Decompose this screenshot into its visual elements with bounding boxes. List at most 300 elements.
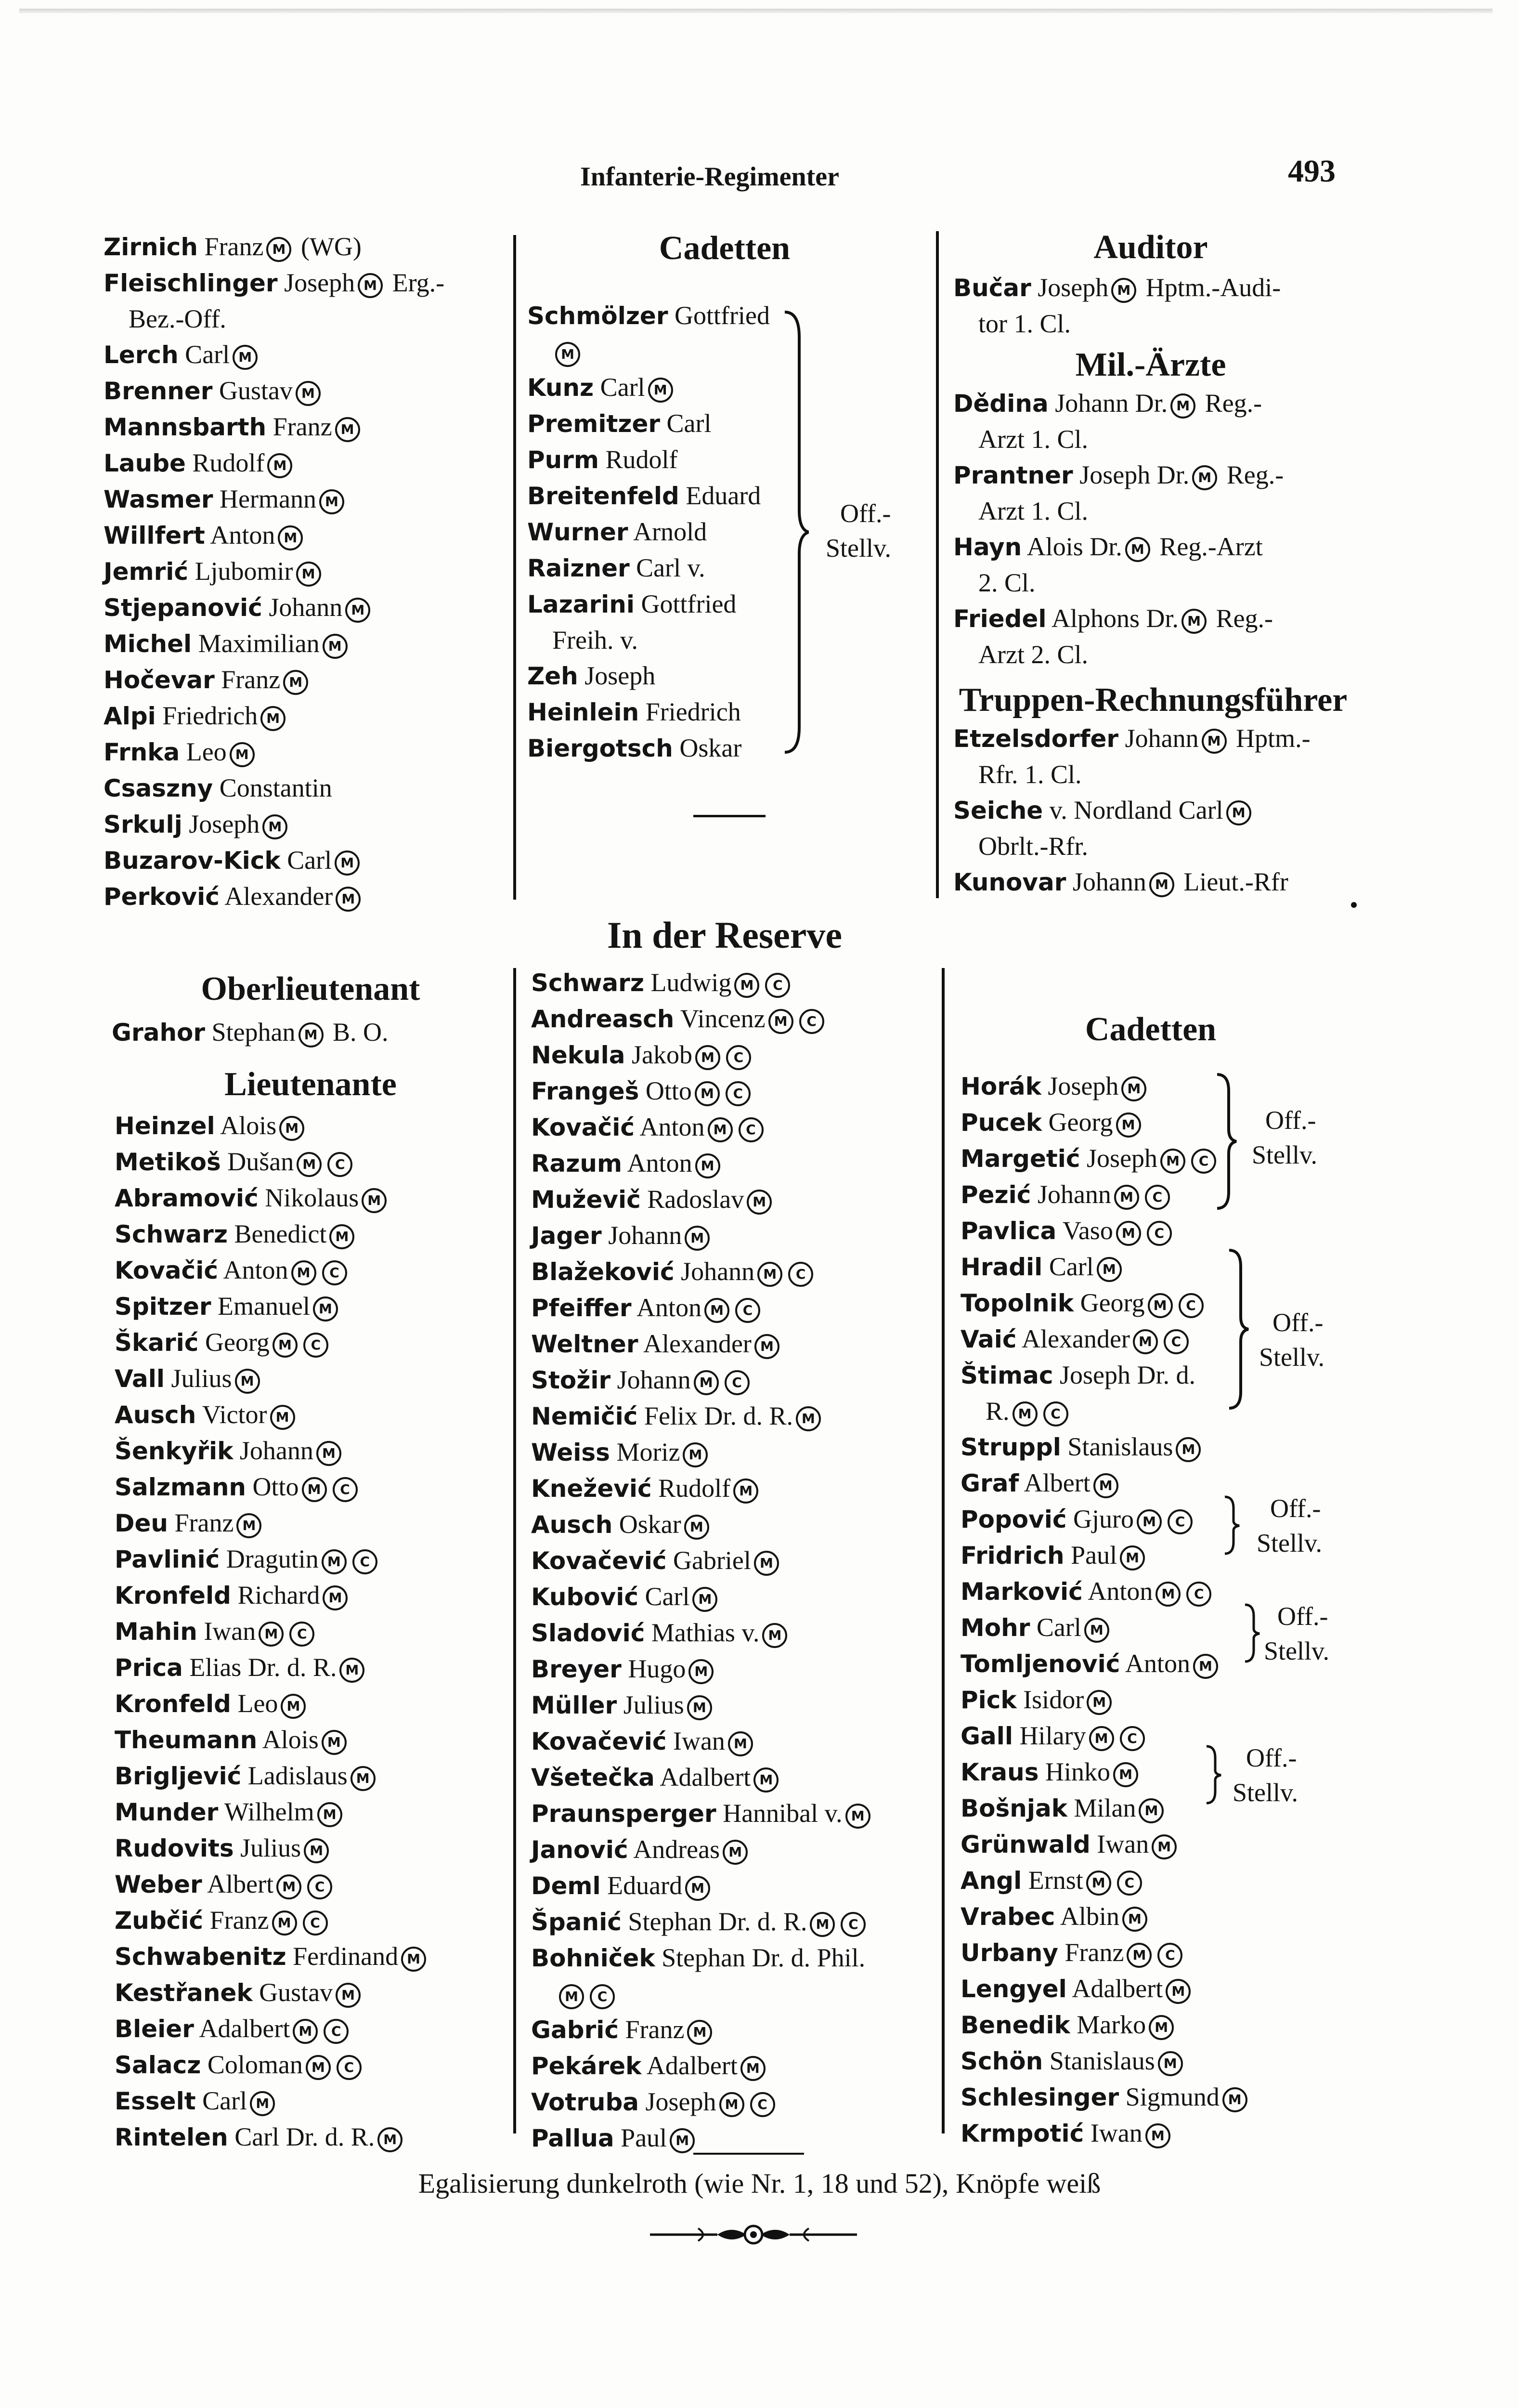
given-name: Marko [1077,2010,1146,2039]
surname: Premitzer [527,410,661,438]
c-mark-icon: C [307,1874,332,1899]
given-name: Anton [636,1293,702,1322]
surname: Knežević [531,1475,652,1503]
given-name: Richard [237,1581,320,1610]
surname: Gabrić [531,2016,619,2044]
c-mark-icon: C [289,1622,314,1647]
entry-continuation: Arzt 1. Cl. [978,497,1088,525]
surname: Pekárek [531,2052,642,2080]
given-name: Carl [185,340,230,369]
surname: Škarić [115,1329,199,1357]
given-name: Joseph [1038,273,1109,302]
list-item [531,1254,955,1290]
given-name: Nikolaus [265,1183,359,1212]
c-mark-icon: C [322,1260,347,1285]
footer-note: Egalisierung dunkelroth (wie Nr. 1, 18 und 52), Knöpfe weiß [418,2168,1101,2199]
given-name: Carl v. [636,553,705,582]
surname: Frangeš [531,1077,639,1105]
surname: Wasmer [104,485,213,513]
entry-note: Hptm.-Audi- [1145,273,1281,302]
cadetten-2-offstellv [826,496,891,565]
list-item [531,1290,955,1326]
entry-note: Dr. d. Phil. [752,1943,866,1972]
list-item [961,2115,1269,2151]
list-item [961,1357,1269,1393]
given-name: Johann [1037,1180,1111,1209]
given-name: Hannibal v. [723,1799,843,1828]
entry-continuation: Obrlt.-Rfr. [978,832,1088,861]
off-label: Off.- [1272,1308,1324,1337]
list-item [115,1469,514,1505]
c-mark-icon: C [788,1262,813,1287]
given-name: Johann [1125,724,1199,753]
list-item [961,1862,1269,1898]
list-item [115,2011,514,2047]
m-medal-icon: M [687,2020,712,2045]
given-name: Constantin [219,773,332,802]
given-name: Joseph [1060,1361,1131,1389]
surname: Spitzer [115,1293,211,1321]
surname: Rintelen [115,2123,228,2151]
m-medal-icon: M [754,1551,779,1576]
surname: Brenner [104,377,213,405]
given-name: Anton [1125,1649,1190,1678]
m-medal-icon: M [1192,465,1217,490]
given-name: Georg [205,1328,270,1357]
entry-note: (WG) [300,232,362,261]
surname: Andreasch [531,1005,675,1033]
list-item [104,662,508,698]
given-name: Joseph [1048,1072,1119,1100]
given-name: Gustav [219,376,293,405]
surname: Csaszny [104,774,213,802]
list-item [531,1868,955,1904]
list-item [531,1145,955,1181]
given-name: Alois [220,1111,277,1140]
reserve-heading: In der Reserve [607,914,843,956]
surname: Bohniček [531,1944,655,1972]
list-item [531,2012,955,2048]
surname: Krmpotić [961,2120,1084,2147]
ornament-icon [650,2223,857,2247]
c-mark-icon: C [1120,1726,1145,1751]
surname: Munder [115,1798,219,1826]
m-medal-icon: M [757,1262,782,1287]
list-item [104,265,508,301]
surname: Bošnjak [961,1794,1067,1822]
entry-note: Hptm.- [1236,724,1311,753]
m-medal-icon: M [1113,1762,1138,1787]
list-item [953,720,1358,757]
list-item [104,481,508,517]
m-medal-icon: M [1137,1509,1162,1534]
surname: Etzelsdorfer [953,725,1119,753]
given-name: Rudolf [192,448,265,477]
surname: Prica [115,1654,183,1682]
given-name: Johann [239,1436,313,1465]
given-name: Stephan [211,1018,296,1047]
given-name: Gjuro [1073,1505,1134,1533]
cadetten-heading-3: Cadetten [1085,1011,1217,1048]
surname: Marković [961,1578,1083,1606]
surname: Theumann [115,1726,258,1754]
entry-continuation: 2. Cl. [978,568,1036,597]
m-medal-icon: M [336,887,361,912]
brace-cadetten-2 [780,308,809,756]
list-item [961,1321,1269,1357]
list-item [104,517,508,553]
surname: Mahin [115,1618,197,1646]
list-item [531,1759,955,1795]
surname: Sladović [531,1619,645,1647]
given-name: Alexander [224,882,333,911]
m-medal-icon: M [230,742,255,767]
list-item [531,1001,955,1037]
list-item [115,2083,514,2119]
m-medal-icon: M [283,670,308,695]
given-name: Carl [234,2122,280,2151]
surname: Biergotsch [527,734,673,762]
entry-note: Erg.- [392,268,445,297]
list-item [115,1180,514,1216]
m-medal-icon: M [1176,1437,1201,1462]
surname: Müller [531,1691,617,1719]
given-name: Johann [269,593,343,622]
c-mark-icon: C [1168,1509,1193,1534]
given-name: Gottfried [641,589,737,618]
list-item [953,529,1358,565]
surname: Stjepanović [104,594,262,622]
list-item [115,1613,514,1649]
given-name: Alois [262,1725,319,1754]
list-item [531,2120,955,2156]
m-medal-icon: M [296,381,321,406]
m-medal-icon: M [339,1658,364,1683]
surname: Frnka [104,738,180,766]
given-name: Johann [681,1257,755,1286]
list-item [953,457,1358,493]
surname: Esselt [115,2087,196,2115]
m-medal-icon: M [754,1334,779,1359]
surname: Gall [961,1722,1013,1750]
surname: Abramović [115,1184,259,1212]
c-mark-icon: C [725,1370,750,1395]
m-medal-icon: M [322,1730,347,1755]
given-name: Hinko [1045,1757,1110,1786]
m-medal-icon: M [733,1479,758,1504]
given-name: Radoslav [647,1185,744,1214]
m-medal-icon: M [260,706,286,731]
given-name: Ludwig [650,968,732,997]
given-name: Ferdinand [293,1942,399,1971]
surname: Breitenfeld [527,482,679,510]
m-medal-icon: M [335,851,360,876]
list-item [115,1938,514,1975]
m-medal-icon: M [377,2127,402,2152]
c-mark-icon: C [1147,1221,1172,1246]
entry-continuation: Rfr. 1. Cl. [978,760,1082,789]
surname: Schön [961,2047,1043,2075]
given-name: Hilary [1019,1721,1086,1750]
m-medal-icon: M [270,1405,295,1430]
list-item [531,1976,955,2012]
surname: Topolnik [961,1289,1074,1317]
m-medal-icon: M [687,1695,712,1720]
m-medal-icon: M [704,1298,729,1323]
surname: Zubčić [115,1907,204,1935]
m-medal-icon: M [236,1513,261,1538]
m-medal-icon: M [273,1333,298,1358]
given-name: Ladislaus [247,1761,348,1790]
given-name: Adalbert [660,1763,751,1792]
given-name: Franz [1065,1938,1124,1967]
list-item [115,1686,514,1722]
stellv-label: Stellv. [1264,1636,1330,1665]
given-name: Carl [202,2086,247,2115]
group-3-label [1257,1491,1322,1560]
surname: Wurner [527,518,628,546]
entry-note: Lieut.-Rfr [1183,867,1288,896]
scan-edge [19,9,1493,13]
given-name: Friedrich [645,697,741,726]
group-1-label [1252,1103,1317,1172]
section-dash [693,815,766,817]
entry-note: Reg.-Arzt [1159,532,1263,561]
list-item [531,1651,955,1687]
m-medal-icon: M [1116,1112,1141,1138]
surname: Deu [115,1509,169,1537]
c-mark-icon: C [1186,1582,1211,1607]
m-medal-icon: M [1086,1871,1111,1896]
c-mark-icon: C [337,2055,362,2080]
given-name: Eduard [607,1871,683,1900]
m-medal-icon: M [266,237,291,262]
list-item [961,1935,1269,1971]
m-medal-icon: M [1226,800,1251,825]
surname: Breyer [531,1655,622,1683]
m-medal-icon: M [262,814,287,839]
entry-continuation: R. [986,1397,1010,1426]
m-medal-icon: M [692,1587,717,1612]
m-medal-icon: M [559,1984,584,2009]
list-item [104,589,508,626]
given-name: Adalbert [1072,1974,1163,2003]
c-mark-icon: C [327,1152,352,1177]
given-name: Franz [204,232,264,261]
list-item [104,409,508,445]
list-item [961,1393,1269,1429]
c-mark-icon: C [1164,1329,1189,1354]
entry-continuation: Bez.-Off. [129,304,226,333]
m-medal-icon: M [734,973,759,998]
given-name: Johann [608,1221,682,1250]
surname: Praunsperger [531,1800,716,1828]
surname: Lerch [104,341,179,369]
surname: Raizner [527,554,630,582]
entry-continuation: Arzt 1. Cl. [978,425,1088,454]
m-medal-icon: M [708,1117,733,1142]
list-item [104,842,508,878]
m-medal-icon: M [317,1802,342,1827]
list-item [531,1398,955,1434]
given-name: Carl [645,1582,690,1611]
m-medal-icon: M [1114,1185,1139,1210]
surname: Perković [104,883,220,911]
list-item [531,1109,955,1145]
given-name: Franz [625,2015,685,2044]
surname: Fleischlinger [104,269,278,297]
list-item [961,1249,1269,1285]
entry-continuation: tor 1. Cl. [978,309,1071,338]
list-item [961,1898,1269,1935]
list-item [104,626,508,662]
m-medal-icon: M [267,453,292,478]
m-medal-icon: M [1111,278,1136,303]
surname: Kovačević [531,1547,667,1575]
surname: Weltner [531,1330,638,1358]
column-1-top [104,229,508,915]
list-item [953,565,1358,601]
list-item [953,601,1358,637]
given-name: Victor [202,1400,267,1429]
list-item [531,2084,955,2120]
surname: Schwabenitz [115,1943,286,1971]
surname: Kronfeld [115,1690,231,1718]
surname: Štimac [961,1361,1053,1389]
m-medal-icon: M [401,1947,426,1972]
surname: Buzarov-Kick [104,847,281,875]
surname: Struppl [961,1433,1061,1461]
surname: Rudovits [115,1834,234,1862]
surname: Dědina [953,390,1049,418]
surname: Brigljević [115,1762,242,1790]
list-item [104,445,508,481]
list-item [961,1971,1269,2007]
given-name: Franz [209,1906,269,1935]
c-mark-icon: C [1191,1149,1216,1174]
m-medal-icon: M [1087,1690,1112,1715]
list-item [115,1216,514,1252]
m-medal-icon: M [747,1190,772,1215]
entry-note: Dr. d. R. [704,1401,793,1430]
given-name: Georg [1080,1288,1145,1317]
surname: Fridrich [961,1542,1065,1570]
list-item [953,828,1358,864]
surname: Pucek [961,1109,1042,1137]
surname: Zeh [527,662,578,690]
entry-continuation: Arzt 2. Cl. [978,640,1088,669]
m-medal-icon: M [272,1911,297,1936]
m-medal-icon: M [1097,1257,1122,1282]
c-mark-icon: C [1179,1293,1204,1318]
m-medal-icon: M [685,1226,710,1251]
list-item [531,1434,955,1470]
given-name: Carl [1049,1252,1094,1281]
m-medal-icon: M [322,1549,347,1574]
list-item [104,770,508,806]
given-name: Arnold [633,517,707,546]
m-medal-icon: M [670,2128,695,2153]
given-name: Alphons Dr. [1052,604,1179,633]
m-medal-icon: M [302,1477,327,1502]
surname: Schmölzer [527,302,668,330]
m-medal-icon: M [304,1838,329,1863]
list-item [961,2007,1269,2043]
m-medal-icon: M [316,1441,341,1466]
list-item [115,1541,514,1577]
m-medal-icon: M [555,342,580,367]
surname: Prantner [953,461,1073,489]
given-name: Georg [1048,1108,1113,1137]
given-name: Hugo [628,1654,686,1683]
given-name: Anton [1088,1577,1153,1606]
m-medal-icon: M [810,1912,835,1937]
brace-group-1 [1213,1072,1237,1211]
given-name: Milan [1074,1793,1136,1822]
surname: Pavlinić [115,1545,220,1573]
list-item [115,1577,514,1613]
given-name: Carl [600,373,645,402]
list-item [961,2079,1269,2115]
rechnungsfuehrer-list [953,720,1358,900]
surname: Metikoš [115,1148,221,1176]
given-name: Leo [237,1689,278,1718]
entry-note: Reg.- [1205,389,1262,418]
list-item [531,1470,955,1506]
surname: Všetečka [531,1764,655,1792]
surname: Muževič [531,1186,641,1214]
surname: Ausch [531,1511,613,1539]
list-item [104,373,508,409]
given-name: Albert [207,1870,274,1898]
column-rule-1a [513,235,516,900]
given-name: Felix [644,1401,698,1430]
given-name: Alois Dr. [1026,532,1122,561]
list-item [115,2047,514,2083]
aerzte-heading: Mil.-Ärzte [1075,346,1226,383]
off-label: Off.- [1277,1602,1328,1631]
surname: Hayn [953,533,1022,561]
list-item [953,421,1358,457]
stellv-label: Stellv. [1252,1140,1318,1169]
entry-note: B. O. [333,1018,389,1047]
m-medal-icon: M [323,634,348,659]
given-name: Isidor [1023,1685,1084,1714]
page-number: 493 [1288,154,1336,189]
m-medal-icon: M [1166,1979,1191,2004]
surname: Kunovar [953,868,1066,896]
surname: Šenkyřik [115,1437,234,1465]
m-medal-icon: M [719,2092,744,2117]
given-name: Gottfried [675,301,770,330]
list-item [104,698,508,734]
surname: Mannsbarth [104,413,267,441]
given-name: Stephan Dr. d. R. [628,1907,807,1936]
c-mark-icon: C [1043,1401,1068,1426]
list-item [961,1429,1269,1465]
c-mark-icon: C [1117,1871,1142,1896]
given-name: Sigmund [1125,2082,1220,2111]
m-medal-icon: M [351,1766,376,1791]
given-name: Iwan [204,1617,256,1646]
given-name: Franz [174,1508,234,1537]
given-name: Jakob [631,1040,692,1069]
m-medal-icon: M [1149,2015,1174,2040]
surname: Mohr [961,1614,1030,1642]
given-name: Adalbert [646,2051,738,2080]
surname: Purm [527,446,599,474]
list-item [531,1037,955,1073]
